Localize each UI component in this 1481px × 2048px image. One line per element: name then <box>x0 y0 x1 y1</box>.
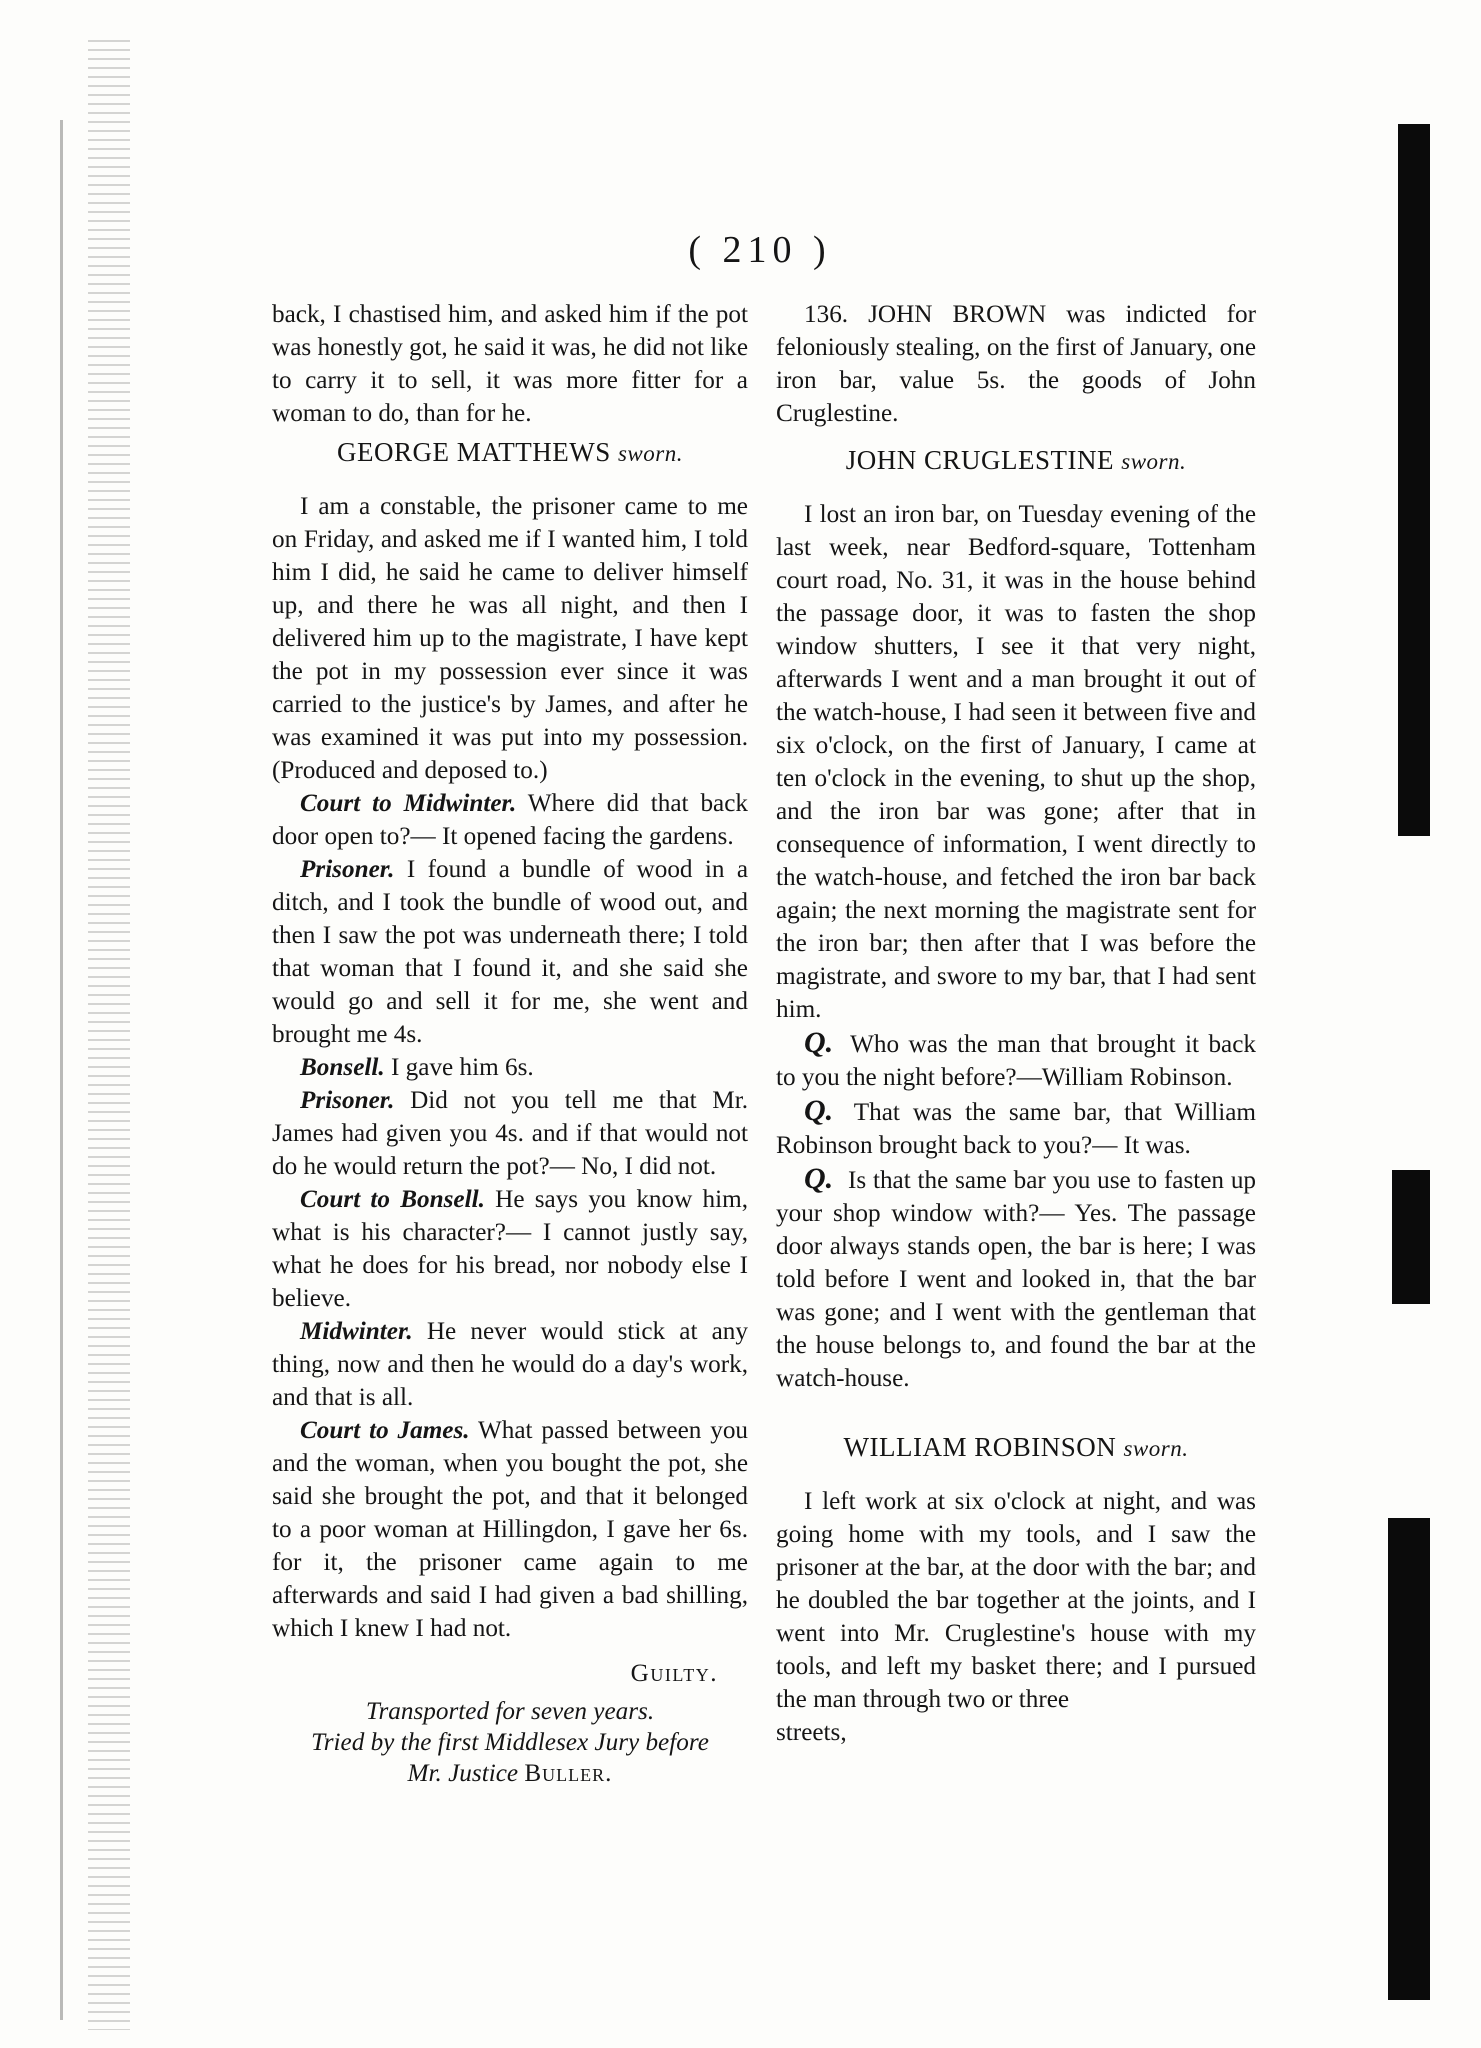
witness-heading-john-cruglestine <box>776 444 1256 478</box>
witness-heading-william-robinson <box>776 1431 1256 1465</box>
exchange-paragraph <box>272 853 748 1051</box>
witness-name: JOHN CRUGLESTINE <box>845 445 1114 475</box>
sentence-prefix: Mr. Justice <box>407 1760 519 1787</box>
binding-gutter-shadow <box>88 40 130 2030</box>
catchword: streets, <box>776 1719 847 1746</box>
testimony-paragraph: I left work at six o'clock at night, and was going home with my tools, and I saw the prisoner at the bar, at the door with the bar; and he doubled the bar together at the joints, and I went into Mr. Cruglestine's house with my tools, and left my basket there; and I pursued the man through two or three <box>776 1488 1256 1713</box>
case-intro-paragraph: 136. JOHN BROWN was indicted for feloniously stealing, on the first of January, one iron bar, value 5s. the goods of John Cruglestine. <box>776 301 1256 427</box>
speaker-label: Prisoner. <box>300 1087 395 1114</box>
exchange-text: I found a bundle of wood in a ditch, and I took the bundle of wood out, and then I saw the pot was underneath there; I told that woman that I found it, and she said she would go and sell it for me, she went and brought me 4s. <box>272 856 749 1048</box>
question-mark-q: Q. <box>804 1162 834 1195</box>
sworn-label: sworn. <box>1123 1436 1189 1461</box>
scan-edge-bar-top <box>1398 124 1430 836</box>
scan-edge-bar-bottom <box>1388 1518 1430 2000</box>
testimony-paragraph: I am a constable, the prisoner came to me on Friday, and asked me if I wanted him, I told him I did, he said he came to deliver himself up, and there he was all night, and then I delivered him up to the magistrate, I have kept the pot in my possession ever since it was carried to the justice's by James, and after he was examined it was put into my possession. (Produced and deposed to.) <box>272 493 748 784</box>
sworn-label: sworn. <box>1121 449 1187 474</box>
verdict: Guilty. <box>630 1660 718 1687</box>
left-column <box>272 298 748 1789</box>
exchange-paragraph <box>272 1414 748 1645</box>
exchange-text: Where did that back door open to?— It opened facing the gardens. <box>272 790 748 850</box>
question-text: That was the same bar, that William Robinson brought back to you?— It was. <box>776 1099 1257 1159</box>
question-paragraph <box>776 1094 1256 1162</box>
witness-name: WILLIAM ROBINSON <box>843 1432 1117 1462</box>
exchange-paragraph <box>272 1315 748 1414</box>
exchange-paragraph <box>272 787 748 853</box>
section-gap <box>776 1395 1256 1425</box>
testimony-paragraph: I lost an iron bar, on Tuesday evening of the last week, near Bedford-square, Tottenham court road, No. 31, it was in the house behind the passage door, it was to fasten the shop window shutters, I see it that very night, afterwards I went and a man brought it out of the watch-house, I had seen it between five and six o'clock, on the first of January, I came at ten o'clock in the evening, to shut up the shop, and the iron bar was gone; after that in consequence of information, I went directly to the watch-house, and fetched the iron bar back again; the next morning the magistrate sent for the iron bar; then after that I was before the magistrate, and swore to my bar, that I had sent him. <box>776 501 1256 1023</box>
speaker-label: Prisoner. <box>300 856 395 883</box>
question-mark-q: Q. <box>804 1094 834 1127</box>
question-paragraph <box>776 1162 1256 1395</box>
sentence-line: Transported for seven years. <box>365 1698 655 1725</box>
speaker-label: Court to Bonsell. <box>300 1186 485 1213</box>
witness-heading-george-matthews <box>272 436 748 470</box>
speaker-label: Midwinter. <box>300 1318 413 1345</box>
exchange-text: He says you know him, what is his character?— I cannot justly say, what he does for his bread, nor nobody else I believe. <box>272 1186 748 1312</box>
question-mark-q: Q. <box>804 1026 834 1059</box>
speaker-label: Court to James. <box>300 1417 470 1444</box>
exchange-text: Did not you tell me that Mr. James had given you 4s. and if that would not do he would return the pot?— No, I did not. <box>272 1087 748 1180</box>
sentence-line: Tried by the first Middlesex Jury before <box>311 1729 709 1756</box>
judge-name: Buller. <box>524 1760 613 1787</box>
exchange-text: What passed between you and the woman, when you bought the pot, she said she brought the pot, and that it belonged to a poor woman at Hillingdon, I gave her 6s. for it, the prisoner came again to me afterwards and said I had given a bad shilling, which I knew I had not. <box>272 1417 749 1642</box>
page-number: ( 210 ) <box>688 229 832 271</box>
witness-name: GEORGE MATTHEWS <box>337 437 611 467</box>
question-text: Who was the man that brought it back to you the night before?—William Robinson. <box>776 1031 1256 1091</box>
exchange-text: He never would stick at any thing, now and then he would do a day's work, and that is all. <box>272 1318 748 1411</box>
speaker-label: Bonsell. <box>300 1054 385 1081</box>
binding-edge-line <box>60 120 63 2020</box>
question-paragraph <box>776 1026 1256 1094</box>
question-text: Is that the same bar you use to fasten up your shop window with?— Yes. The passage door always stands open, the bar is here; I was told before I went and looked in, that the bar was gone; and I went with the gentleman that the house belongs to, and found the bar at the watch-house. <box>776 1167 1257 1392</box>
right-column <box>776 298 1256 1749</box>
exchange-paragraph <box>272 1051 748 1084</box>
speaker-label: Court to Midwinter. <box>300 790 517 817</box>
scan-edge-bar-middle <box>1392 1170 1430 1304</box>
carry-over-paragraph: back, I chastised him, and asked him if the pot was honestly got, he said it was, he did not like to carry it to sell, it was more fitter for a woman to do, than for he. <box>272 301 748 427</box>
exchange-paragraph <box>272 1183 748 1315</box>
exchange-paragraph <box>272 1084 748 1183</box>
exchange-text: I gave him 6s. <box>390 1054 534 1081</box>
sworn-label: sworn. <box>617 441 683 466</box>
sentence-line <box>272 1758 748 1789</box>
